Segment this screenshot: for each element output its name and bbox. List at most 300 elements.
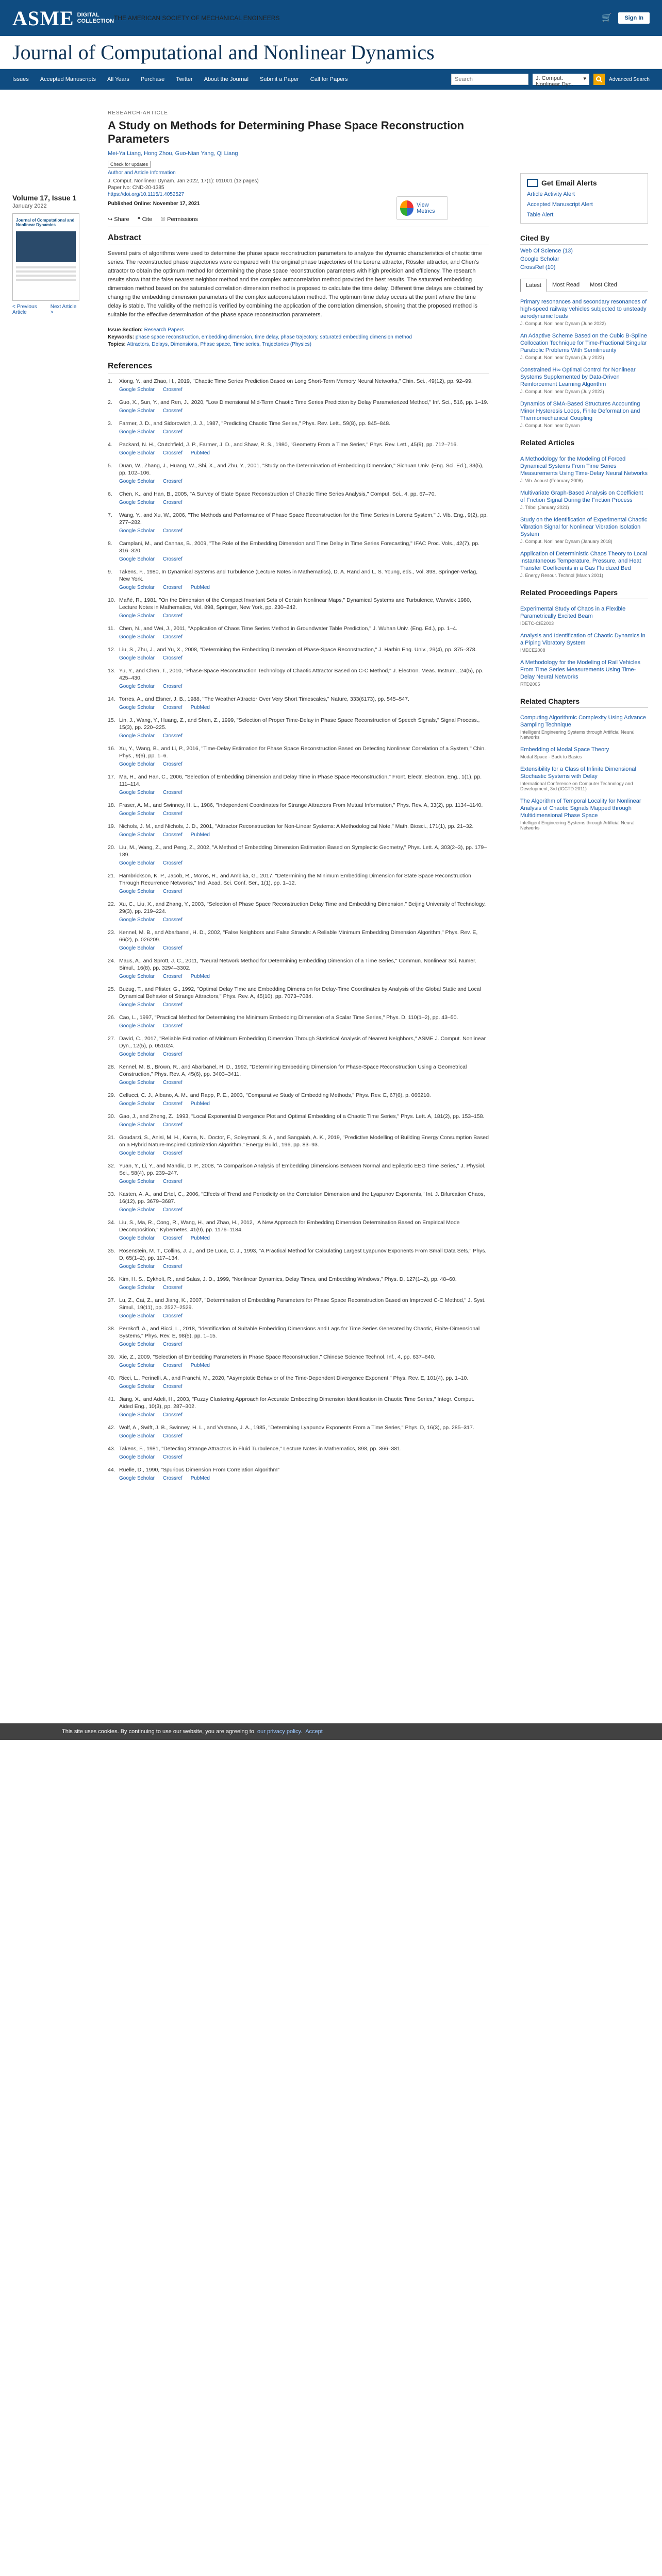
reference-item	[108, 1162, 489, 1185]
cover-title: Journal of Computational and Nonlinear Dynamics	[16, 218, 75, 227]
related-item	[520, 550, 648, 578]
reference-number: 16.	[108, 745, 115, 752]
reference-number: 41.	[108, 1396, 115, 1402]
pubmed-link[interactable]: PubMed	[190, 832, 210, 838]
proc-title[interactable]: Analysis and Identification of Chaotic Dynamics in a Piping Vibratory System	[520, 633, 646, 646]
reference-number: 14.	[108, 696, 115, 702]
crossref-link[interactable]: Crossref	[162, 974, 183, 979]
reference-item	[108, 901, 489, 924]
reference-item	[108, 802, 489, 818]
google-scholar-link[interactable]: Google Scholar	[119, 945, 155, 951]
logo-dc1: DIGITAL	[77, 12, 100, 18]
reference-text: Ma, H., and Han, C., 2006, "Selection of Embedding Dimension and Delay Time in Phase Space Reconstruction," Front. Electr. Electron. Eng., 1(1), pp. 111–114.	[119, 774, 482, 787]
nav-accepted[interactable]: Accepted Manuscripts	[40, 76, 96, 82]
cookie-accept-button[interactable]: Accept	[305, 1728, 323, 1735]
reference-text: Yuan, Y., Li, Y., and Mandic, D. P., 2008, "A Comparison Analysis of Embedding Dimensions Between Normal and Epileptic EEG Time Series," J. Physiol. Sci., 58(4), pp. 239–247.	[119, 1163, 486, 1176]
reference-number: 3.	[108, 420, 112, 427]
issue-sidebar	[12, 96, 97, 1487]
reference-text: Fraser, A. M., and Swinney, H. L., 1986, "Independent Coordinates for Strange Attractors From Mutual Information," Phys. Rev. A, 33(2), pp. 1134–1140.	[119, 802, 483, 808]
cited-gs[interactable]: Google Scholar	[520, 256, 559, 262]
reference-text: Lu, Z., Cai, Z., and Jiang, K., 2007, "Determination of Embedding Parameters for Phase Space Reconstruction Based on Improved C-C Method," J. Syst. Simul., 19(11), pp. 2527–2529.	[119, 1297, 486, 1311]
references-heading: References	[108, 362, 489, 374]
scope-label: J. Comput. Nonlinear Dyn.	[536, 75, 573, 88]
nav-submit[interactable]: Submit a Paper	[259, 76, 299, 82]
privacy-policy-link[interactable]: our privacy policy.	[257, 1728, 303, 1735]
cite-label: Cite	[142, 216, 153, 223]
reference-item	[108, 823, 489, 839]
envelope-icon	[527, 179, 538, 187]
latest-item	[520, 366, 648, 394]
reference-text: Xiong, Y., and Zhao, H., 2019, "Chaotic Time Series Prediction Based on Long Short-Term Memory Neural Networks," Chin. Sci., 49(12), pp. 92–99.	[119, 378, 473, 384]
related-proceedings-heading: Related Proceedings Papers	[520, 588, 648, 599]
reference-item	[108, 717, 489, 740]
latest-title[interactable]: An Adaptive Scheme Based on the Cubic B-Spline Collocation Technique for Time-Fractional Singular Parabolic Problems With Semilinearity	[520, 333, 647, 353]
related-title[interactable]: Study on the Identification of Experimental Chaotic Vibration Signal for Nonlinear Vibration Isolation System	[520, 517, 648, 537]
asme-logo[interactable]	[12, 6, 114, 30]
reference-text: Mañé, R., 1981, "On the Dimension of the Compact Invariant Sets of Certain Nonlinear Maps," Dynamical Systems and Turbulence, Warwick 1980, Lecture Notes in Mathematics, Vol. 898, Springer, New York, pp. 230–242.	[119, 597, 471, 611]
reference-text: Liu, S., Ma, R., Cong, R., Wang, H., and Zhao, H., 2012, "A New Approach for Embedding Dimension Determination Based on Empirical Mode Decomposition," Kybernetes, 41(9), pp. 1176–1184.	[119, 1219, 460, 1233]
crossref-link[interactable]: Crossref	[162, 429, 183, 435]
prev-article-link[interactable]: < Previous Article	[12, 304, 37, 315]
crossref-link[interactable]: Crossref	[162, 1150, 183, 1156]
tab-most-cited[interactable]: Most Cited	[590, 282, 617, 288]
crossref-link[interactable]: Crossref	[162, 1384, 183, 1389]
top-bar	[0, 0, 662, 36]
google-scholar-link[interactable]: Google Scholar	[119, 585, 155, 590]
tab-latest[interactable]: Latest	[520, 279, 547, 292]
reference-item	[108, 844, 489, 867]
reference-text: Takens, F., 1980, In Dynamical Systems and Turbulence (Lecture Notes in Mathematics), D. A. Rand and L. S. Young, eds., Vol. 898, Springer-Verlag, New York.	[119, 569, 478, 582]
share-label: Share	[114, 216, 129, 223]
google-scholar-link[interactable]: Google Scholar	[119, 1207, 155, 1213]
reference-item	[108, 1063, 489, 1087]
pubmed-link[interactable]: PubMed	[190, 1101, 210, 1107]
related-item	[520, 455, 648, 483]
crossref-link[interactable]: Crossref	[162, 408, 183, 414]
alert-table[interactable]: Table Alert	[527, 212, 554, 218]
topics-links[interactable]: Attractors, Delays, Dimensions, Phase space, Time series, Trajectories (Physics)	[127, 342, 311, 347]
crossref-link[interactable]: Crossref	[162, 1179, 183, 1184]
crossref-link[interactable]: Crossref	[162, 1454, 183, 1460]
doi-link[interactable]: https://doi.org/10.1115/1.4052527	[108, 192, 185, 197]
chap-title[interactable]: The Algorithm of Temporal Locality for Nonlinear Analysis of Chaotic Signals Mapped through Multidimensional Phase Space	[520, 798, 641, 819]
cited-wos[interactable]: Web Of Science (13)	[520, 248, 573, 254]
google-scholar-link[interactable]: Google Scholar	[119, 832, 155, 838]
google-scholar-link[interactable]: Google Scholar	[119, 889, 155, 894]
logo-tagline: THE AMERICAN SOCIETY OF MECHANICAL ENGINEERS	[114, 14, 280, 22]
permissions-button[interactable]: ☉ Permissions	[160, 216, 198, 223]
cited-crossref[interactable]: CrossRef (10)	[520, 264, 556, 270]
crossref-link[interactable]: Crossref	[162, 917, 183, 923]
issue-section-link[interactable]: Research Papers	[144, 327, 184, 333]
google-scholar-link[interactable]: Google Scholar	[119, 1264, 155, 1269]
crossref-link[interactable]: Crossref	[162, 1101, 183, 1107]
tab-most-read[interactable]: Most Read	[552, 282, 580, 288]
keywords-links[interactable]: phase space reconstruction, embedding dimension, time delay, phase trajectory, saturated embedding dimension method	[135, 334, 412, 340]
related-title[interactable]: Application of Deterministic Chaos Theory to Local Instantaneous Temperature, Pressure, and Heat Transfer Coefficients in a Gas Fluidized Bed	[520, 551, 648, 571]
google-scholar-link[interactable]: Google Scholar	[119, 500, 155, 505]
chap-source: International Conference on Computer Technology and Development, 3rd (ICCTD 2011)	[520, 781, 633, 791]
reference-text: Ruelle, D., 1990, "Spurious Dimension From Correlation Algorithm"	[119, 1467, 279, 1473]
nav-purchase[interactable]: Purchase	[140, 76, 165, 82]
logo-brand: ASME	[12, 6, 74, 30]
reference-text: Xie, Z., 2009, "Selection of Embedding Parameters in Phase Space Reconstruction," Chinese Science Technol. Inf., 4, pp. 637–640.	[119, 1354, 436, 1360]
reference-text: Hambrickson, K. P., Jacob, R., Moros, R., and Ambika, G., 2017, "Determining the Minimum Embedding Dimension for State Space Reconstruction Through Recurrence Networks," Ind. Acad. Sci. Conf. Ser., 1(1), pp. 1–12.	[119, 873, 471, 886]
proceedings-list	[520, 605, 648, 687]
chap-title[interactable]: Embedding of Modal Space Theory	[520, 747, 609, 753]
google-scholar-link[interactable]: Google Scholar	[119, 974, 155, 979]
related-item	[520, 516, 648, 544]
google-scholar-link[interactable]: Google Scholar	[119, 684, 155, 689]
reference-item	[108, 696, 489, 711]
chap-title[interactable]: Extensibility for a Class of Infinite Dimensional Stochastic Systems with Delay	[520, 766, 636, 779]
reference-number: 28.	[108, 1064, 115, 1070]
crossref-link[interactable]: Crossref	[162, 1412, 183, 1418]
sign-in-button[interactable]: Sign In	[618, 12, 650, 24]
reference-number: 32.	[108, 1163, 115, 1169]
reference-number: 8.	[108, 540, 112, 547]
reference-number: 31.	[108, 1134, 115, 1141]
crossref-link[interactable]: Crossref	[162, 479, 183, 484]
pubmed-link[interactable]: PubMed	[190, 1476, 210, 1481]
crossref-link[interactable]: Crossref	[162, 585, 183, 590]
pubmed-link[interactable]: PubMed	[190, 974, 210, 979]
google-scholar-link[interactable]: Google Scholar	[119, 1384, 155, 1389]
journal-title[interactable]: Journal of Computational and Nonlinear Dynamics	[12, 41, 435, 64]
crossref-link[interactable]: Crossref	[162, 1235, 183, 1241]
google-scholar-link[interactable]: Google Scholar	[119, 860, 155, 866]
crossref-link[interactable]: Crossref	[162, 1052, 183, 1057]
author-info-link[interactable]: Author and Article Information	[108, 170, 176, 176]
reference-text: Nichols, J. M., and Nichols, J. D., 2001, "Attractor Reconstruction for Non-Linear Systems: A Methodological Note," Math. Biosci., 171(1), pp. 21–32.	[119, 823, 474, 829]
reference-item	[108, 462, 489, 485]
reference-item	[108, 420, 489, 436]
crossref-link[interactable]: Crossref	[162, 1363, 183, 1368]
google-scholar-link[interactable]: Google Scholar	[119, 1342, 155, 1347]
crossref-link[interactable]: Crossref	[162, 1433, 183, 1439]
pubmed-link[interactable]: PubMed	[190, 1235, 210, 1241]
reference-number: 30.	[108, 1113, 115, 1120]
reference-item	[108, 929, 489, 952]
reference-number: 21.	[108, 873, 115, 879]
crossref-link[interactable]: Crossref	[162, 832, 183, 838]
latest-source: J. Comput. Nonlinear Dynam	[520, 423, 580, 428]
altmetric-icon	[400, 200, 413, 216]
chap-source: Intelligent Engineering Systems through Artificial Neural Networks	[520, 730, 635, 740]
reference-text: Kim, H. S., Eykholt, R., and Salas, J. D., 1999, "Nonlinear Dynamics, Delay Times, and Embedding Windows," Phys. D, 127(1–2), pp. 48–60.	[119, 1276, 457, 1282]
crossref-link[interactable]: Crossref	[162, 1313, 183, 1319]
proc-title[interactable]: Experimental Study of Chaos in a Flexible Parametrically Excited Beam	[520, 606, 626, 619]
google-scholar-link[interactable]: Google Scholar	[119, 1363, 155, 1368]
reference-item	[108, 1092, 489, 1108]
proc-source: IDETC-CIE2003	[520, 621, 554, 626]
reference-number: 25.	[108, 986, 115, 992]
reference-item	[108, 512, 489, 535]
journal-banner	[0, 36, 662, 69]
related-source: J. Tribol (January 2021)	[520, 505, 569, 510]
related-list	[520, 455, 648, 578]
google-scholar-link[interactable]: Google Scholar	[119, 408, 155, 414]
published-date: Published Online: November 17, 2021	[108, 201, 200, 207]
pubmed-link[interactable]: PubMed	[190, 1363, 210, 1368]
share-button[interactable]: ↪ Share	[108, 216, 129, 223]
cart-icon[interactable]: 🛒	[602, 13, 613, 22]
crossref-link[interactable]: Crossref	[162, 860, 183, 866]
journal-cover[interactable]	[12, 213, 79, 301]
google-scholar-link[interactable]: Google Scholar	[119, 790, 155, 795]
related-source: J. Energy Resour. Technol (March 2001)	[520, 573, 603, 578]
latest-title[interactable]: Constrained H∞ Optimal Control for Nonlinear Systems Supplemented by Data-Driven Reinforcement Learning Algorithm	[520, 367, 636, 387]
nav-all-years[interactable]: All Years	[107, 76, 129, 82]
reference-item	[108, 1396, 489, 1419]
reference-item	[108, 1247, 489, 1270]
reference-number: 37.	[108, 1297, 115, 1303]
reference-number: 18.	[108, 802, 115, 808]
search-input[interactable]	[451, 74, 528, 85]
crossref-link[interactable]: Crossref	[162, 528, 183, 534]
chap-item	[520, 766, 648, 791]
google-scholar-link[interactable]: Google Scholar	[119, 761, 155, 767]
reference-number: 43.	[108, 1446, 115, 1452]
reference-number: 6.	[108, 491, 112, 497]
google-scholar-link[interactable]: Google Scholar	[119, 811, 155, 817]
google-scholar-link[interactable]: Google Scholar	[119, 655, 155, 661]
reference-number: 29.	[108, 1092, 115, 1098]
chap-item	[520, 746, 648, 759]
nav-issues[interactable]: Issues	[12, 76, 29, 82]
reference-number: 5.	[108, 463, 112, 469]
crossref-link[interactable]: Crossref	[162, 705, 183, 710]
reference-text: Farmer, J. D., and Sidorowich, J. J., 1987, "Predicting Chaotic Time Series," Phys. Rev. Lett., 59(8), pp. 845–848.	[119, 420, 391, 427]
cookie-text: This site uses cookies. By continuing to use our website, you are agreeing to	[62, 1728, 254, 1735]
crossref-link[interactable]: Crossref	[162, 790, 183, 795]
latest-item	[520, 332, 648, 360]
next-article-link[interactable]: Next Article >	[50, 304, 77, 315]
reference-text: Yu, Y., and Chen, T., 2010, "Phase-Space Reconstruction Technology of Chaotic Attractor Based on C-C Method," J. Electron. Meas. Instrum., 24(5), pp. 425–430.	[119, 668, 484, 681]
crossref-link[interactable]: Crossref	[162, 733, 183, 739]
google-scholar-link[interactable]: Google Scholar	[119, 634, 155, 640]
reference-text: Gao, J., and Zheng, Z., 1993, "Local Exponential Divergence Plot and Optimal Embedding of a Chaotic Time Series," Phys. Lett. A, 181(2), pp. 153–158.	[119, 1113, 485, 1120]
email-alerts-box	[520, 173, 648, 224]
keywords-label: Keywords:	[108, 334, 135, 340]
proc-item	[520, 632, 648, 653]
reference-item	[108, 1219, 489, 1242]
google-scholar-link[interactable]: Google Scholar	[119, 556, 155, 562]
google-scholar-link[interactable]: Google Scholar	[119, 613, 155, 619]
google-scholar-link[interactable]: Google Scholar	[119, 1433, 155, 1439]
reference-item	[108, 441, 489, 457]
crossref-link[interactable]: Crossref	[162, 1122, 183, 1128]
crossref-link[interactable]: Crossref	[162, 1285, 183, 1291]
reference-item	[108, 1375, 489, 1391]
reference-item	[108, 1297, 489, 1320]
cited-by-heading: Cited By	[520, 234, 648, 245]
reference-text: Chen, N., and Wei, J., 2011, "Application of Chaos Time Series Method in Groundwater Table Prediction," J. Wuhan Univ. (Eng. Ed.), pp. 1–4.	[119, 625, 458, 632]
crossref-link[interactable]: Crossref	[162, 613, 183, 619]
reference-number: 24.	[108, 958, 115, 964]
crossref-link[interactable]: Crossref	[162, 1023, 183, 1029]
google-scholar-link[interactable]: Google Scholar	[119, 1023, 155, 1029]
crossref-link[interactable]: Crossref	[162, 1342, 183, 1347]
main-nav	[0, 69, 662, 90]
reference-item	[108, 540, 489, 563]
alerts-title: Get Email Alerts	[541, 179, 597, 187]
google-scholar-link[interactable]: Google Scholar	[119, 1235, 155, 1241]
latest-item	[520, 400, 648, 428]
chap-item	[520, 798, 648, 831]
view-metrics-button[interactable]	[396, 196, 448, 220]
reference-number: 12.	[108, 647, 115, 653]
reference-item	[108, 646, 489, 662]
reference-item	[108, 872, 489, 895]
reference-text: Chen, K., and Han, B., 2005, "A Survey of State Space Reconstruction of Chaotic Time Series Analysis," Comput. Sci., 4, pp. 67–70.	[119, 491, 436, 497]
reference-number: 27.	[108, 1036, 115, 1042]
alert-article-activity[interactable]: Article Activity Alert	[527, 191, 575, 197]
issue-date: January 2022	[12, 203, 47, 209]
google-scholar-link[interactable]: Google Scholar	[119, 1412, 155, 1418]
crossref-link[interactable]: Crossref	[162, 556, 183, 562]
pubmed-link[interactable]: PubMed	[190, 705, 210, 710]
reference-number: 23.	[108, 929, 115, 936]
latest-title[interactable]: Dynamics of SMA-Based Structures Accounting Minor Hysteresis Loops, Finite Deformation and Thermomechanical Coupling	[520, 401, 640, 421]
google-scholar-link[interactable]: Google Scholar	[119, 1122, 155, 1128]
crossref-link[interactable]: Crossref	[162, 450, 183, 456]
reference-text: Wang, Y., and Xu, W., 2006, "The Methods and Performance of Phase Space Reconstruction for the Time Series in Lorenz System," J. Vib. Eng., 9(2), pp. 277–282.	[119, 512, 488, 526]
advanced-search-link[interactable]: Advanced Search	[609, 76, 650, 82]
reference-text: Takens, F., 1981, "Detecting Strange Attractors in Fluid Turbulence," Lecture Notes in Mathematics, 898, pp. 366–381.	[119, 1446, 402, 1452]
reference-text: Kennel, M. B., and Abarbanel, H. D., 2002, "False Neighbors and False Strands: A Reliable Minimum Embedding Dimension Algorithm," Phys. Rev. E, 66(2), p. 026209.	[119, 929, 478, 943]
google-scholar-link[interactable]: Google Scholar	[119, 705, 155, 710]
google-scholar-link[interactable]: Google Scholar	[119, 387, 155, 393]
latest-list	[520, 298, 648, 428]
google-scholar-link[interactable]: Google Scholar	[119, 1101, 155, 1107]
crossref-link[interactable]: Crossref	[162, 1476, 183, 1481]
google-scholar-link[interactable]: Google Scholar	[119, 733, 155, 739]
article-title: A Study on Methods for Determining Phase Space Reconstruction Parameters	[108, 119, 465, 145]
pubmed-link[interactable]: PubMed	[190, 450, 210, 456]
crossref-link[interactable]: Crossref	[162, 634, 183, 640]
crossref-link[interactable]: Crossref	[162, 889, 183, 894]
crossref-link[interactable]: Crossref	[162, 500, 183, 505]
google-scholar-link[interactable]: Google Scholar	[119, 429, 155, 435]
reference-item	[108, 1445, 489, 1461]
reference-number: 17.	[108, 774, 115, 780]
proc-title[interactable]: A Methodology for the Modeling of Rail Vehicles From Time Series Measurements Using Time-Delay Neural Networks	[520, 659, 640, 680]
reference-text: Torres, A., and Elsner, J. B., 1988, "The Weather Attractor Over Very Short Timescales," Nature, 333(6173), pp. 545–547.	[119, 696, 409, 702]
reference-text: Cao, L., 1997, "Practical Method for Determining the Minimum Embedding Dimension of a Scalar Time Series," Phys. D, 110(1–2), pp. 43–50.	[119, 1014, 458, 1021]
nav-call-papers[interactable]: Call for Papers	[310, 76, 348, 82]
nav-twitter[interactable]: Twitter	[176, 76, 193, 82]
topics-label: Topics:	[108, 342, 126, 347]
reference-number: 38.	[108, 1326, 115, 1332]
reference-item	[108, 1466, 489, 1482]
reference-text: Cellucci, C. J., Albano, A. M., and Rapp, P. E., 2003, "Comparative Study of Embedding Methods," Phys. Rev. E, 67(6), p. 066210.	[119, 1092, 431, 1098]
proc-source: RTD2005	[520, 682, 540, 687]
crossref-link[interactable]: Crossref	[162, 1002, 183, 1008]
google-scholar-link[interactable]: Google Scholar	[119, 1080, 155, 1086]
reference-item	[108, 568, 489, 591]
abstract-heading: Abstract	[108, 233, 489, 245]
reference-text: Xu, Y., Wang, B., and Li, P., 2016, "Time-Delay Estimation for Phase Space Reconstruction Based on Detecting Nonlinear Correlation of a System," Chin. Phys., 9(6), pp. 1–6.	[119, 745, 486, 759]
google-scholar-link[interactable]: Google Scholar	[119, 917, 155, 923]
google-scholar-link[interactable]: Google Scholar	[119, 1454, 155, 1460]
google-scholar-link[interactable]: Google Scholar	[119, 450, 155, 456]
reference-text: Liu, M., Wang, Z., and Peng, Z., 2002, "A Method of Embedding Dimension Estimation Based on Symplectic Geometry," Phys. Lett. A, 303(2–3), pp. 179–189.	[119, 844, 487, 858]
reference-number: 4.	[108, 442, 112, 448]
latest-source: J. Comput. Nonlinear Dynam (July 2022)	[520, 389, 604, 394]
google-scholar-link[interactable]: Google Scholar	[119, 1052, 155, 1057]
google-scholar-link[interactable]: Google Scholar	[119, 1476, 155, 1481]
google-scholar-link[interactable]: Google Scholar	[119, 1285, 155, 1291]
author-list[interactable]: Mei-Ya Liang, Hong Zhou, Guo-Nian Yang, Qi Liang	[108, 150, 238, 157]
crossref-link[interactable]: Crossref	[162, 1264, 183, 1269]
latest-item	[520, 298, 648, 326]
cover-band	[16, 231, 76, 262]
pubmed-link[interactable]: PubMed	[190, 585, 210, 590]
crossref-link[interactable]: Crossref	[162, 684, 183, 689]
google-scholar-link[interactable]: Google Scholar	[119, 1313, 155, 1319]
chap-title[interactable]: Computing Algorithmic Complexity Using Advance Sampling Technique	[520, 715, 646, 728]
volume-label[interactable]: Volume 17, Issue 1	[12, 194, 77, 202]
crossref-link[interactable]: Crossref	[162, 387, 183, 393]
search-button[interactable]	[593, 74, 605, 85]
related-source: J. Comput. Nonlinear Dynam (January 2018)	[520, 539, 613, 544]
reference-number: 26.	[108, 1014, 115, 1021]
reference-text: Liu, S., Zhu, J., and Yu, X., 2008, "Determining the Embedding Dimension of Phase-Space Reconstruction," J. Harbin Eng. Univ., 29(4), pp. 375–378.	[119, 647, 477, 653]
related-articles-heading: Related Articles	[520, 438, 648, 449]
google-scholar-link[interactable]: Google Scholar	[119, 528, 155, 534]
reference-item	[108, 1325, 489, 1348]
cite-button[interactable]: ❝ Cite	[137, 216, 153, 223]
metrics-label: View Metrics	[417, 202, 435, 214]
nav-about[interactable]: About the Journal	[204, 76, 249, 82]
reference-number: 11.	[108, 625, 115, 632]
reference-text: Ricci, L., Perinelli, A., and Franchi, M., 2020, "Asymptotic Behavior of the Time-Dependent Divergence Exponent," Phys. Rev. E, 101(4), pp. 1–10.	[119, 1375, 469, 1381]
reference-number: 10.	[108, 597, 115, 603]
reference-number: 13.	[108, 668, 115, 674]
abstract-text: Several pairs of algorithms were used to determine the phase space reconstruction parameters to analyze the dynamic characteristics of chaotic time series. The reconstructed phase trajectories were compared with the original phase trajectories of the Lorenz attractor, Rössler attractor, and Chen's attractor to obtain the optimum method for determining the phase space reconstruction parameters with high precision and efficiency. The research results show that the false nearest neighbor method and the complex autocorrelation method provided the best results. The saturated embedding dimension method based on the saturated correlation dimension method is proposed to calculate the time delay. Different time delays are obtained by changing the embedding dimension parameters of the complex autocorrelation method. The optimum time delay occurs at the point where the time delay is stable. The validity of the method is verified by combining the application of the correlation dimension, showing that the proposed method is suitable for the effective determination of the phase space reconstruction parameters.	[108, 250, 483, 318]
reference-item	[108, 1113, 489, 1129]
google-scholar-link[interactable]: Google Scholar	[119, 1002, 155, 1008]
crossref-link[interactable]: Crossref	[162, 1080, 183, 1086]
reference-number: 39.	[108, 1354, 115, 1360]
reference-number: 42.	[108, 1425, 115, 1431]
reference-number: 2.	[108, 399, 112, 405]
crossref-link[interactable]: Crossref	[162, 655, 183, 661]
reference-text: Pernkoff, A., and Ricci, L., 2018, "Identification of Suitable Embedding Dimensions and Lags for Time Series Generated by Chaotic, Finite-Dimensional Systems," Phys. Rev. E, 98(5), pp. 1–15.	[119, 1326, 480, 1339]
alert-accepted[interactable]: Accepted Manuscript Alert	[527, 201, 593, 208]
google-scholar-link[interactable]: Google Scholar	[119, 1150, 155, 1156]
reference-item	[108, 490, 489, 506]
check-updates-button[interactable]: Check for updates	[108, 161, 151, 168]
related-title[interactable]: A Methodology for the Modeling of Forced Dynamical Systems From Time Series Measurements Using Time-Delay Neural Networks	[520, 456, 648, 477]
reference-item	[108, 1191, 489, 1214]
crossref-link[interactable]: Crossref	[162, 811, 183, 817]
google-scholar-link[interactable]: Google Scholar	[119, 1179, 155, 1184]
crossref-link[interactable]: Crossref	[162, 1207, 183, 1213]
crossref-link[interactable]: Crossref	[162, 761, 183, 767]
reference-text: Duan, W., Zhang, J., Huang, W., Shi, X., and Zhu, Y., 2001, "Study on the Determination of Embedding Dimension," Sichuan Univ. (Eng. Sci. Ed.), 33(5), pp. 102–106.	[119, 463, 484, 476]
reference-text: Wolf, A., Swift, J. B., Swinney, H. L., and Vastano, J. A., 1985, "Determining Lyapunov Exponents From a Time Series," Phys. D, 16(3), pp. 285–317.	[119, 1425, 474, 1431]
related-title[interactable]: Multivariate Graph-Based Analysis on Coefficient of Friction Signal During the Friction Process	[520, 490, 643, 503]
crossref-link[interactable]: Crossref	[162, 945, 183, 951]
reference-number: 1.	[108, 378, 112, 384]
reference-item	[108, 1035, 489, 1058]
search-scope-select[interactable]	[533, 74, 589, 88]
latest-title[interactable]: Primary resonances and secondary resonances of high-speed railway vehicles subjected to unsteady aerodynamic loads	[520, 299, 647, 319]
google-scholar-link[interactable]: Google Scholar	[119, 479, 155, 484]
reference-number: 33.	[108, 1191, 115, 1197]
